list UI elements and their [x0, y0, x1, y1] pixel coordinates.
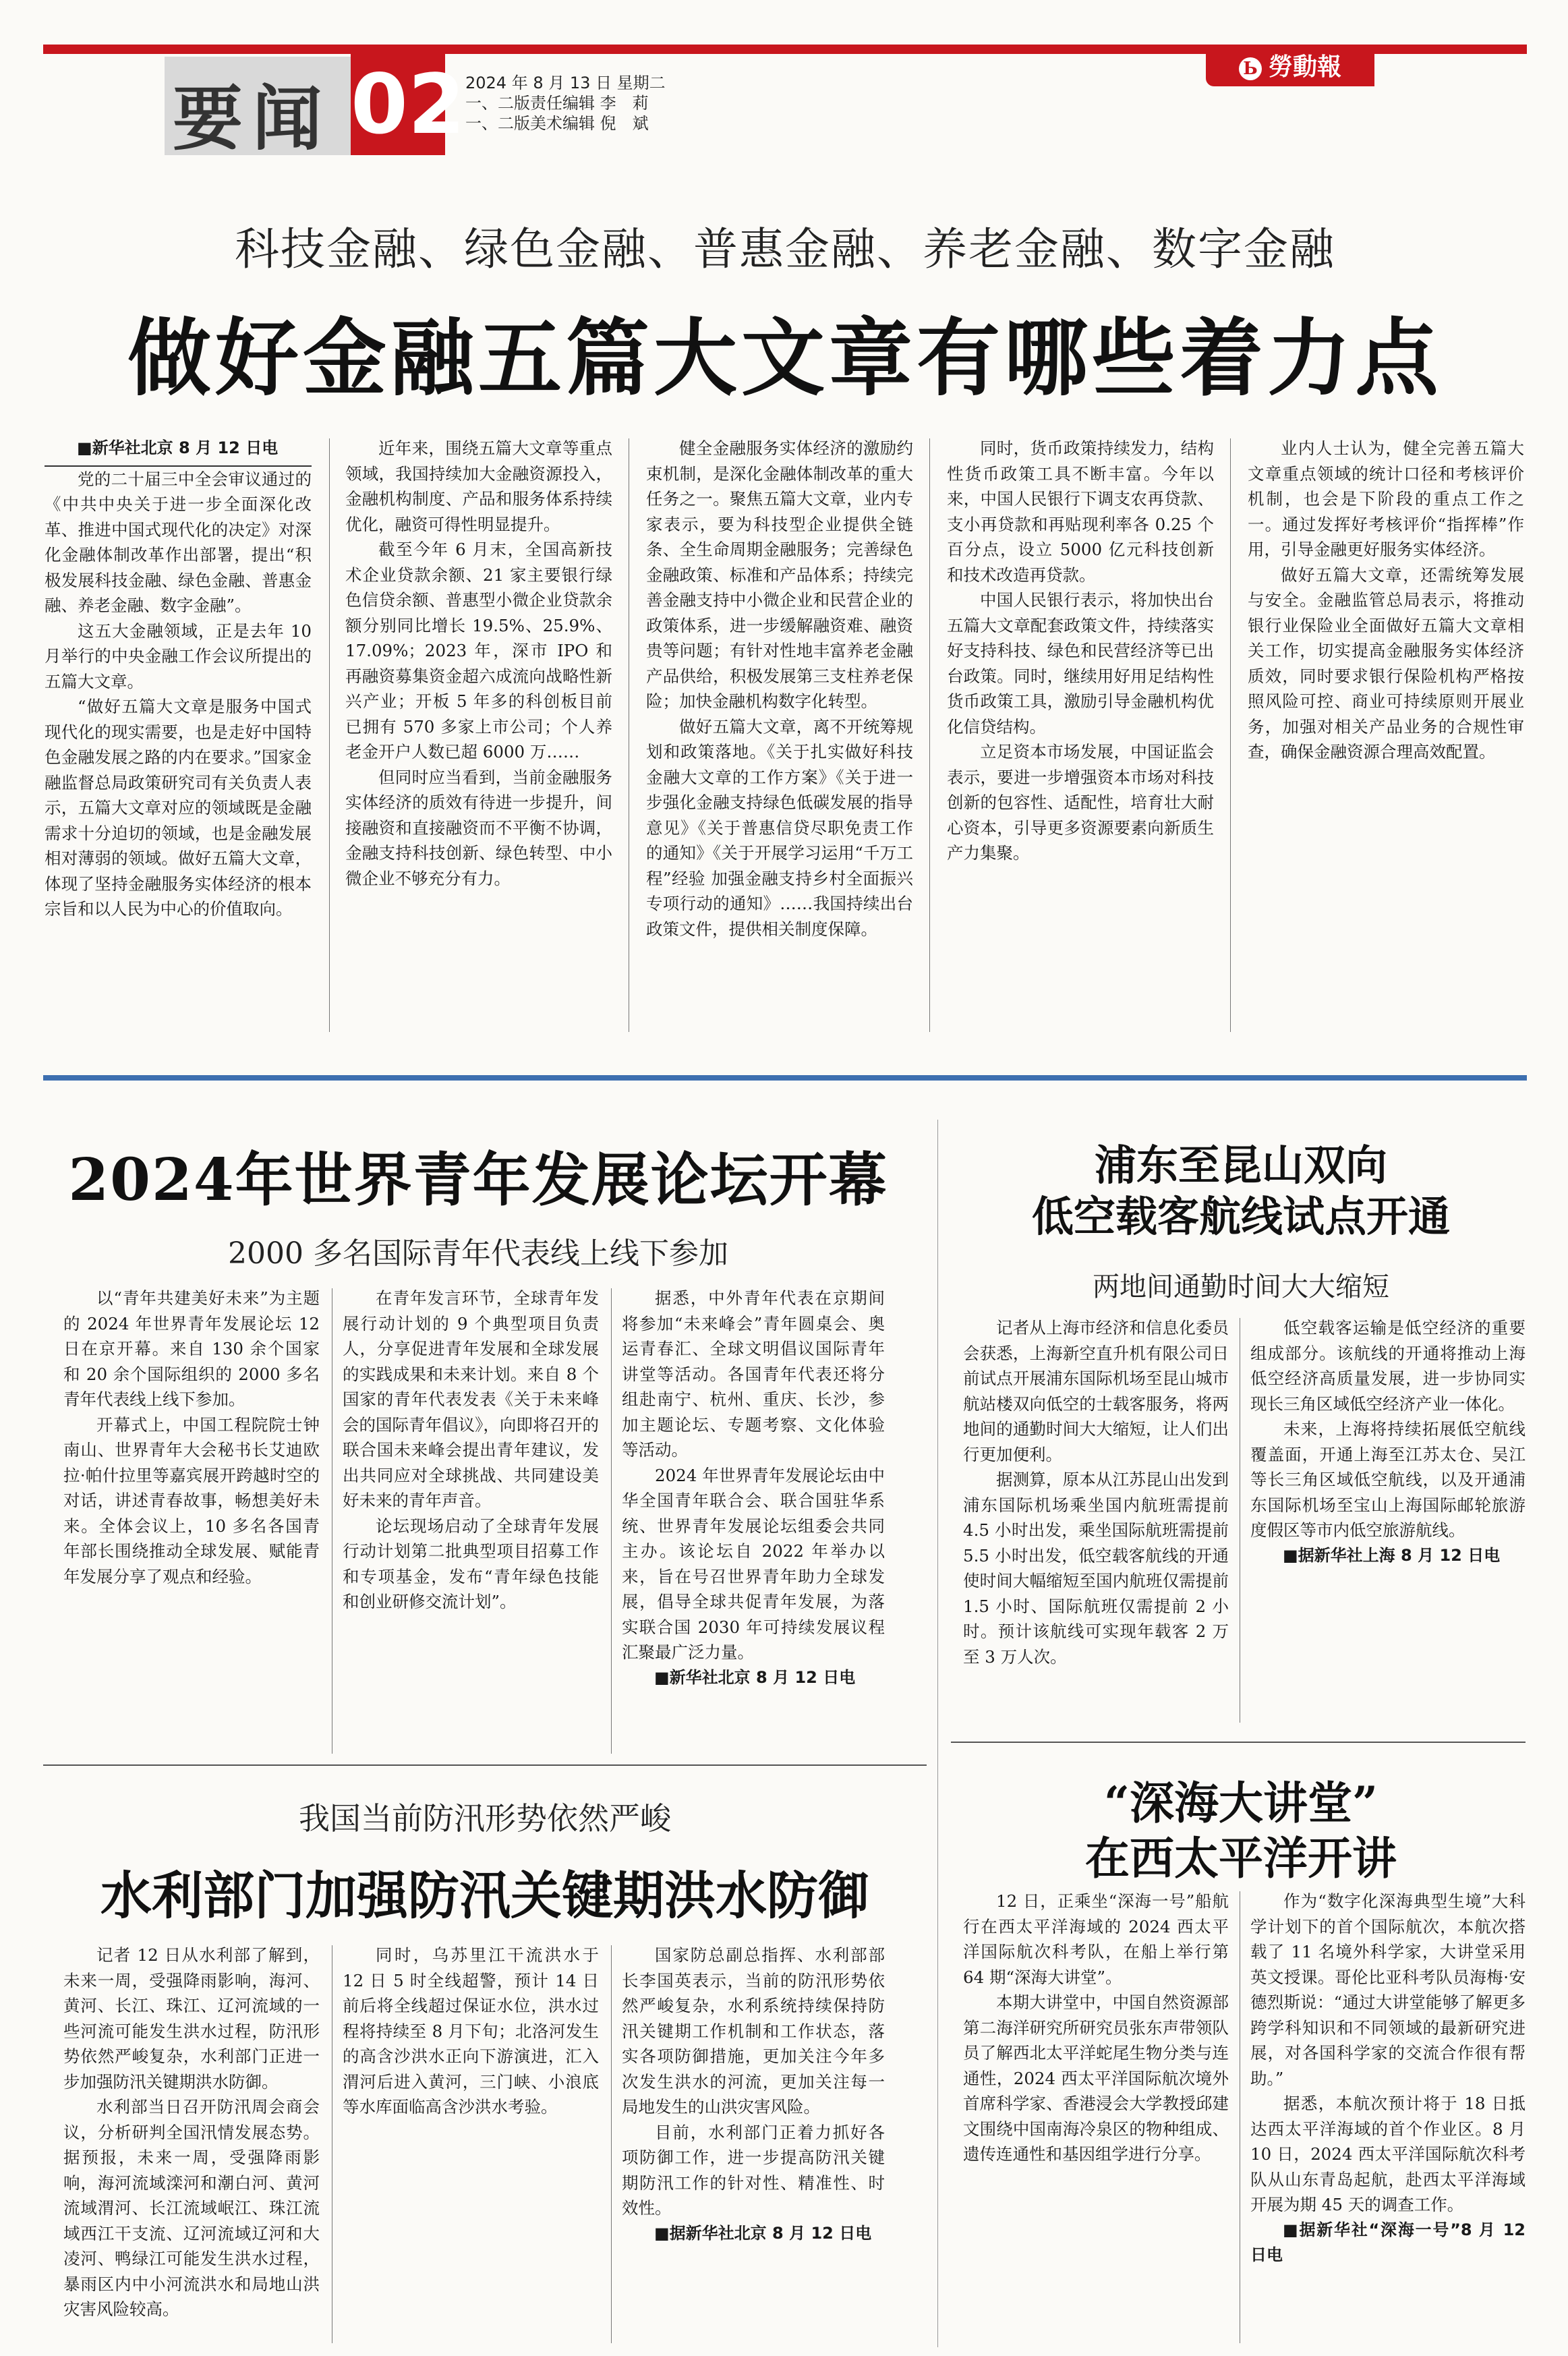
- masthead-name: 勞動報: [1268, 53, 1341, 81]
- lead-col-3: [646, 436, 913, 1029]
- flood-col-2: [343, 1943, 599, 2347]
- deepsea-para-3: 作为“数字化深海典型生境”大科学计划下的首个国际航次，本航次搭载了 11 名境外科学家，大讲堂采用英文授课。哥伦比亚科考队员海梅·安德烈斯说：“通过大讲堂能够了解更多跨学科知识和不同领域的最新研究进展，对各国科学家的交流合作很有帮助。”: [1250, 1891, 1526, 2088]
- forum-para-4: 论坛现场启动了全球青年发展行动计划第二批典型项目招募工作和专项基金，发布“青年绿色技能和创业研修交流计划”。: [343, 1516, 599, 1611]
- lead-dateline: ■新华社北京 8 月 12 日电: [45, 436, 312, 467]
- masthead-logo-icon: Ь: [1239, 57, 1262, 80]
- section-title: 要闻: [173, 78, 332, 160]
- deepsea-col-1: [963, 1889, 1229, 2347]
- pudong-dateline: ■据新华社上海 8 月 12 日电: [1283, 1545, 1501, 1565]
- lead-kicker: 科技金融、绿色金融、普惠金融、养老金融、数字金融: [235, 223, 1335, 275]
- lead-para-6: 但同时应当看到，当前金融服务实体经济的质效有待进一步提升，间接融资和直接融资而不平衡不协调，金融支持科技创新、绿色转型、中小微企业不够充分有力。: [345, 767, 612, 888]
- responsible-editor: 一、二版责任编辑 李 莉: [465, 94, 649, 113]
- forum-para-5: 据悉，中外青年代表在京期间将参加“未来峰会”青年圆桌会、奥运青春汇、全球文明倡议国际青年讲堂等活动。各国青年代表还将分组赴南宁、杭州、重庆、长沙，参加主题论坛、专题考察、文化体验等活动。: [622, 1288, 885, 1460]
- forum-para-1: 以“青年共建美好未来”为主题的 2024 年世界青年发展论坛 12 日在京开幕。来自 130 余个国家和 20 余个国际组织的 2000 多名青年代表线上线下参加。: [63, 1288, 320, 1409]
- forum-dateline: ■新华社北京 8 月 12 日电: [654, 1667, 856, 1687]
- issue-date: 2024 年 8 月 13 日 星期二: [465, 74, 666, 92]
- column-rule: [611, 1288, 612, 1754]
- forum-col-2: [343, 1286, 599, 1758]
- lead-col-2: [345, 436, 612, 1029]
- forum-col-1: [63, 1286, 320, 1758]
- lead-col-1: [45, 436, 312, 1029]
- pudong-para-1: 记者从上海市经济和信息化委员会获悉，上海新空直升机有限公司日前试点开展浦东国际机场至昆山城市航站楼双向低空的士载客服务，将两地间的通勤时间大大缩短，让人们出行更加便利。: [963, 1318, 1229, 1464]
- column-rule: [611, 1945, 612, 2343]
- pudong-headline: [951, 1140, 1531, 1242]
- lead-para-4: 近年来，围绕五篇大文章等重点领域，我国持续加大金融资源投入，金融机构制度、产品和服务体系持续优化，融资可得性明显提升。: [345, 438, 612, 534]
- lead-para-1: 党的二十届三中全会审议通过的《中共中央关于进一步全面深化改革、推进中国式现代化的决定》对深化金融体制改革作出部署，提出“积极发展科技金融、绿色金融、普惠金融、养老金融、数字金融”。: [45, 469, 312, 615]
- flood-para-1: 记者 12 日从水利部了解到，未来一周，受强降雨影响，海河、黄河、长江、珠江、辽河流域的一些河流可能发生洪水过程，防汛形势依然严峻复杂，水利部门正进一步加强防汛关键期洪水防御。: [63, 1945, 320, 2092]
- deepsea-para-4: 据悉，本航次预计将于 18 日抵达西太平洋海域的首个作业区。8 月 10 日，2024 西太平洋国际航次科考队从山东青岛起航，赴西太平洋海域开展为期 45 天的调查工作。: [1250, 2094, 1526, 2214]
- flood-kicker: 我国当前防汛形势依然严峻: [299, 1800, 671, 1837]
- section-vertical-divider: [937, 1120, 938, 2347]
- pudong-col-1: [963, 1315, 1229, 1727]
- flood-col-1: [63, 1943, 320, 2347]
- column-rule: [329, 438, 330, 1032]
- deepsea-headline: [951, 1775, 1531, 1886]
- pudong-headline-line2: 低空载客航线试点开通: [1031, 1192, 1450, 1241]
- forum-para-2: 开幕式上，中国工程院院士钟南山、世界青年大会秘书长艾迪欧拉·帕什拉里等嘉宾展开跨越时空的对话，讲述青春故事，畅想美好未来。全体会议上，10 多名各国青年部长围绕推动全球发展、赋能青年发展分享了观点和经验。: [63, 1414, 320, 1586]
- deepsea-para-2: 本期大讲堂中，中国自然资源部第二海洋研究所研究员张东声带领队员了解西北太平洋蛇尾生物分类与连通性，2024 西太平洋国际航次境外首席科学家、香港浸会大学教授邱建文围绕中国南海冷泉区的物种组成、遗传连通性和基因组学进行分享。: [963, 1992, 1229, 2164]
- lead-para-13: 做好五篇大文章，还需统筹发展与安全。金融监管总局表示，将推动银行业保险业全面做好五篇大文章相关工作，切实提高金融服务实体经济质效，同时要求银行保险机构严格按照风险可控、商业可持续原则开展业务，加强对相关产品业务的合规性审查，确保金融资源合理高效配置。: [1248, 565, 1524, 762]
- pudong-headline-line1: 浦东至昆山双向: [1094, 1141, 1387, 1190]
- section-divider: [43, 1075, 1527, 1081]
- flood-para-5: 目前，水利部门正着力抓好各项防御工作，进一步提高防汛关键期防汛工作的针对性、精准性、时效性。: [622, 2122, 885, 2218]
- lead-para-9: 同时，货币政策持续发力，结构性货币政策工具不断丰富。今年以来，中国人民银行下调支农再贷款、支小再贷款和再贴现利率各 0.25 个百分点，设立 5000 亿元科技创新和技术改造再贷款。: [947, 438, 1214, 585]
- pudong-subhead: 两地间通勤时间大大缩短: [1093, 1271, 1389, 1302]
- lead-para-8: 做好五篇大文章，离不开统筹规划和政策落地。《关于扎实做好科技金融大文章的工作方案》《关于进一步强化金融支持绿色低碳发展的指导意见》《关于普惠信贷尽职免责工作的通知》《关于开展学习运用“千万工程”经验 加强金融支持乡村全面振兴专项行动的通知》……我国持续出台政策文件，提供相关制度保障。: [646, 716, 913, 939]
- flood-para-3: 同时，乌苏里江干流洪水于 12 日 5 时全线超警，预计 14 日前后将全线超过保证水位，洪水过程将持续至 8 月下旬；北洛河发生的高含沙洪水正向下游演进，汇入渭河后进入黄河，三门峡、小浪底等水库面临高含沙洪水考验。: [343, 1945, 599, 2117]
- forum-para-3: 在青年发言环节，全球青年发展行动计划的 9 个典型项目负责人，分享促进青年发展和全球发展的实践成果和未来计划。来自 8 个国家的青年代表发表《关于未来峰会的国际青年倡议》，向即将召开的联合国未来峰会提出青年建议，发出共同应对全球挑战、共同建设美好未来的青年声音。: [343, 1288, 599, 1510]
- page-number: 02: [351, 54, 445, 155]
- column-rule: [929, 438, 930, 1032]
- pudong-para-3: 低空载客运输是低空经济的重要组成部分。该航线的开通将推动上海低空经济高质量发展，进一步协同实现长三角区域低空经济产业一体化。: [1250, 1318, 1526, 1414]
- deepsea-headline-line2: 在西太平洋开讲: [1085, 1832, 1397, 1885]
- lead-headline: 做好金融五篇大文章有哪些着力点: [127, 310, 1443, 407]
- deepsea-headline-line1: “深海大讲堂”: [1104, 1777, 1378, 1829]
- newspaper-masthead: [1206, 47, 1374, 86]
- art-editor: 一、二版美术编辑 倪 斌: [465, 114, 649, 133]
- forum-col-3: [622, 1286, 885, 1758]
- deepsea-dateline: ■据新华社“深海一号”8 月 12 日电: [1250, 2220, 1526, 2264]
- lead-col-4: [947, 436, 1214, 1029]
- deepsea-para-1: 12 日，正乘坐“深海一号”船航行在西太平洋海域的 2024 西太平洋国际航次科考队，在船上举行第 64 期“深海大讲堂”。: [963, 1891, 1229, 1987]
- flood-headline: 水利部门加强防汛关键期洪水防御: [100, 1866, 869, 1926]
- lead-para-7: 健全金融服务实体经济的激励约束机制，是深化金融体制改革的重大任务之一。聚焦五篇大文章，业内专家表示，要为科技型企业提供全链条、全生命周期金融服务；完善绿色金融政策、标准和产品体系；持续完善金融支持中小微企业和民营企业的政策体系，进一步缓解融资难、融资贵等问题；有针对性地丰富养老金融产品供给，积极发展第三支柱养老保险；加快金融机构数字化转型。: [646, 438, 913, 711]
- forum-headline: 2024年世界青年发展论坛开幕: [68, 1146, 888, 1214]
- flood-col-3: [622, 1943, 885, 2347]
- lead-col-5: [1248, 436, 1524, 1029]
- issue-info: [465, 73, 666, 134]
- forum-para-6: 2024 年世界青年发展论坛由中华全国青年联合会、联合国驻华系统、世界青年发展论坛组委会共同主办。该论坛自 2022 年举办以来，旨在号召世界青年助力全球发展，倡导全球共促青年发展，为落实联合国 2030 年可持续发展议程汇聚最广泛力量。: [622, 1465, 885, 1662]
- lead-para-5: 截至今年 6 月末，全国高新技术企业贷款余额、21 家主要银行绿色信贷余额、普惠型小微企业贷款余额分别同比增长 19.5%、25.9%、17.09%；2023 年，深市 IPO 和再融资募集资金超六成流向战略性新兴产业；开板 5 年多的科创板目前已拥有 570 多家上市公司；个人养老金开户人数已超 6000 万……: [345, 540, 612, 762]
- lead-para-11: 立足资本市场发展，中国证监会表示，要进一步增强资本市场对科技创新的包容性、适配性，培育壮大耐心资本，引导更多资源要素向新质生产力集聚。: [947, 742, 1214, 863]
- flood-para-4: 国家防总副总指挥、水利部部长李国英表示，当前的防汛形势依然严峻复杂，水利系统持续保持防汛关键期工作机制和工作状态，落实各项防御措施，更加关注今年多次发生洪水的河流，更加关注每一局地发生的山洪灾害风险。: [622, 1945, 885, 2117]
- story-divider: [43, 1764, 927, 1766]
- forum-subhead: 2000 多名国际青年代表线上线下参加: [228, 1236, 728, 1271]
- pudong-para-2: 据测算，原本从江苏昆山出发到浦东国际机场乘坐国内航班需提前 4.5 小时出发，乘坐国际航班需提前 5.5 小时出发，低空载客航线的开通使时间大幅缩短至国内航班仅需提前 1.5 小时、国际航班仅需提前 2 小时。预计该航线可实现年载客 2 万至 3 万人次。: [963, 1470, 1229, 1667]
- lead-para-10: 中国人民银行表示，将加快出台五篇大文章配套政策文件，持续落实好支持科技、绿色和民营经济等已出台政策。同时，继续用好用足结构性货币政策工具，激励引导金融机构优化信贷结构。: [947, 590, 1214, 737]
- lead-para-12: 业内人士认为，健全完善五篇大文章重点领域的统计口径和考核评价机制，也会是下阶段的重点工作之一。通过发挥好考核评价“指挥棒”作用，引导金融更好服务实体经济。: [1248, 438, 1524, 559]
- flood-para-2: 水利部当日召开防汛周会商会议，分析研判全国汛情发展态势。据预报，未来一周，受强降雨影响，海河流域滦河和潮白河、黄河流域渭河、长江流域岷江、珠江流域西江干支流、辽河流域辽河和大凌河、鸭绿江可能发生洪水过程，暴雨区内中小河流洪水和局地山洪灾害风险较高。: [63, 2097, 320, 2319]
- deepsea-col-2: [1250, 1889, 1526, 2347]
- pudong-col-2: [1250, 1315, 1526, 1727]
- story-divider: [951, 1742, 1526, 1743]
- column-rule: [1230, 438, 1231, 1032]
- pudong-para-4: 未来，上海将持续拓展低空航线覆盖面，开通上海至江苏太仓、吴江等长三角区域低空航线，以及开通浦东国际机场至宝山上海国际邮轮旅游度假区等市内低空旅游航线。: [1250, 1419, 1526, 1540]
- lead-para-2: 这五大金融领域，正是去年 10 月举行的中央金融工作会议所提出的五篇大文章。: [45, 621, 312, 691]
- lead-para-3: “做好五篇大文章是服务中国式现代化的现实需要，也是走好中国特色金融发展之路的内在要求。”国家金融监督总局政策研究司有关负责人表示，五篇大文章对应的领域既是金融需求十分迫切的领域，也是金融发展相对薄弱的领域。做好五篇大文章，体现了坚持金融服务实体经济的根本宗旨和以人民为中心的价值取向。: [45, 697, 312, 919]
- flood-dateline: ■据新华社北京 8 月 12 日电: [654, 2223, 872, 2243]
